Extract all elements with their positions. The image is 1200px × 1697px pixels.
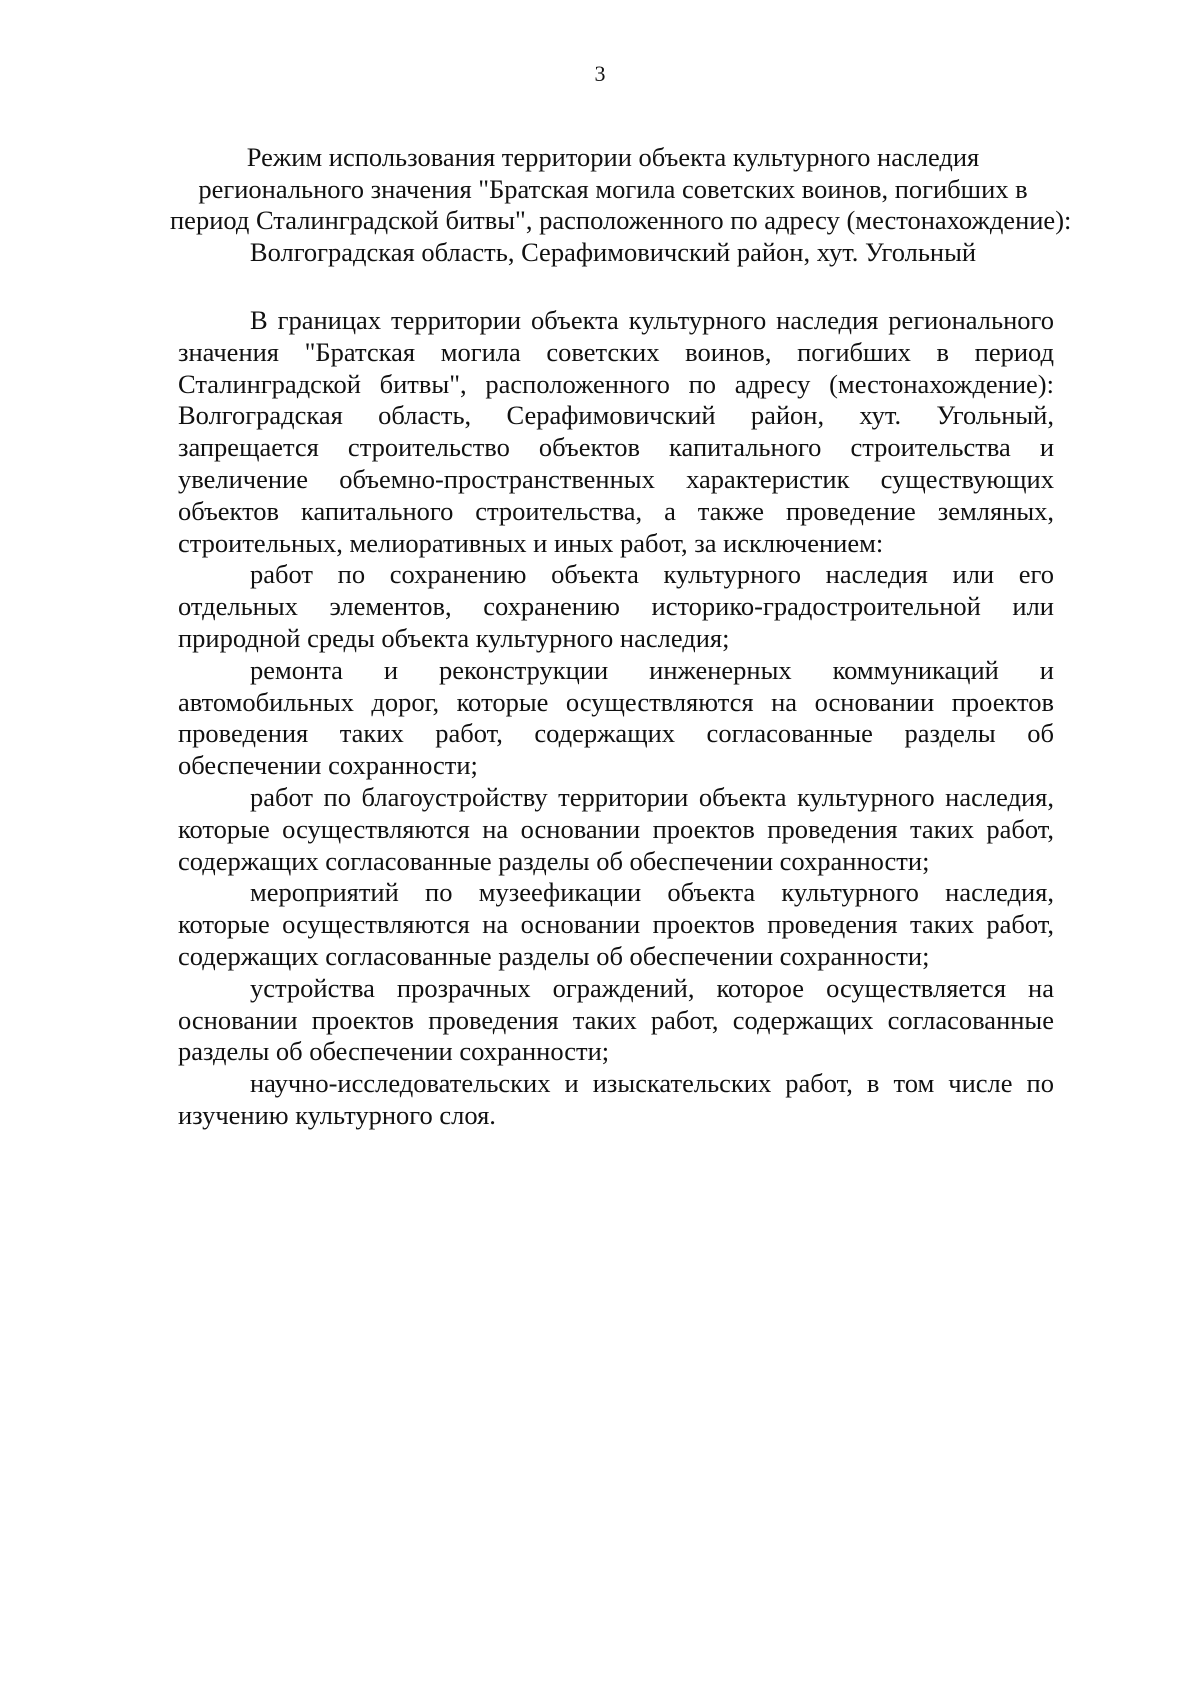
exception-item-conservation: работ по сохранению объекта культурного наследия или его отдельных элементов, сохранению историко-градостроительной или природной среды объекта культурного наследия; — [178, 559, 1054, 653]
exception-item-museumification: мероприятий по музеефикации объекта культурного наследия, которые осуществляются на основании проектов проведения таких работ, содержащих согласованные разделы об обеспечении сохранности; — [178, 877, 1054, 971]
page-number: 3 — [594, 61, 606, 86]
title-line: период Сталинградской битвы", расположенного по адресу (местонахождение): — [170, 205, 1072, 235]
exception-item-repair: ремонта и реконструкции инженерных коммуникаций и автомобильных дорог, которые осуществляются на основании проектов проведения таких работ, содержащих согласованные разделы об обеспечении сохранности; — [178, 654, 1054, 781]
exception-item-landscaping: работ по благоустройству территории объекта культурного наследия, которые осуществляются на основании проектов проведения таких работ, содержащих согласованные разделы об обеспечении сохранности; — [178, 781, 1054, 876]
exception-item-fencing: устройства прозрачных ограждений, которое осуществляется на основании проектов проведения таких работ, содержащих согласованные разделы об обеспечении сохранности; — [178, 972, 1054, 1067]
exception-item-research: научно-исследовательских и изыскательских работ, в том числе по изучению культурного слоя. — [178, 1068, 1054, 1130]
title-line: Режим использования территории объекта культурного наследия — [246, 142, 980, 172]
document-title — [170, 142, 1072, 268]
title-line: Волгоградская область, Серафимовичский район, хут. Угольный — [249, 236, 977, 267]
intro-paragraph: В границах территории объекта культурного наследия регионального значения "Братская могила советских воинов, погибших в период Сталинградской битвы", расположенного по адресу (местонахождение): Волгоградская область, Серафимовичский район, хут. Угольный, запрещается строительство объектов капитального строительства и увеличение объемно-пространственных характеристик существующих объектов капитального строительства, а также проведение земляных, строительных, мелиоративных и иных работ, за исключением: — [178, 305, 1054, 558]
title-line: регионального значения "Братская могила советских воинов, погибших в — [198, 173, 1028, 204]
document-body — [178, 305, 1054, 1132]
